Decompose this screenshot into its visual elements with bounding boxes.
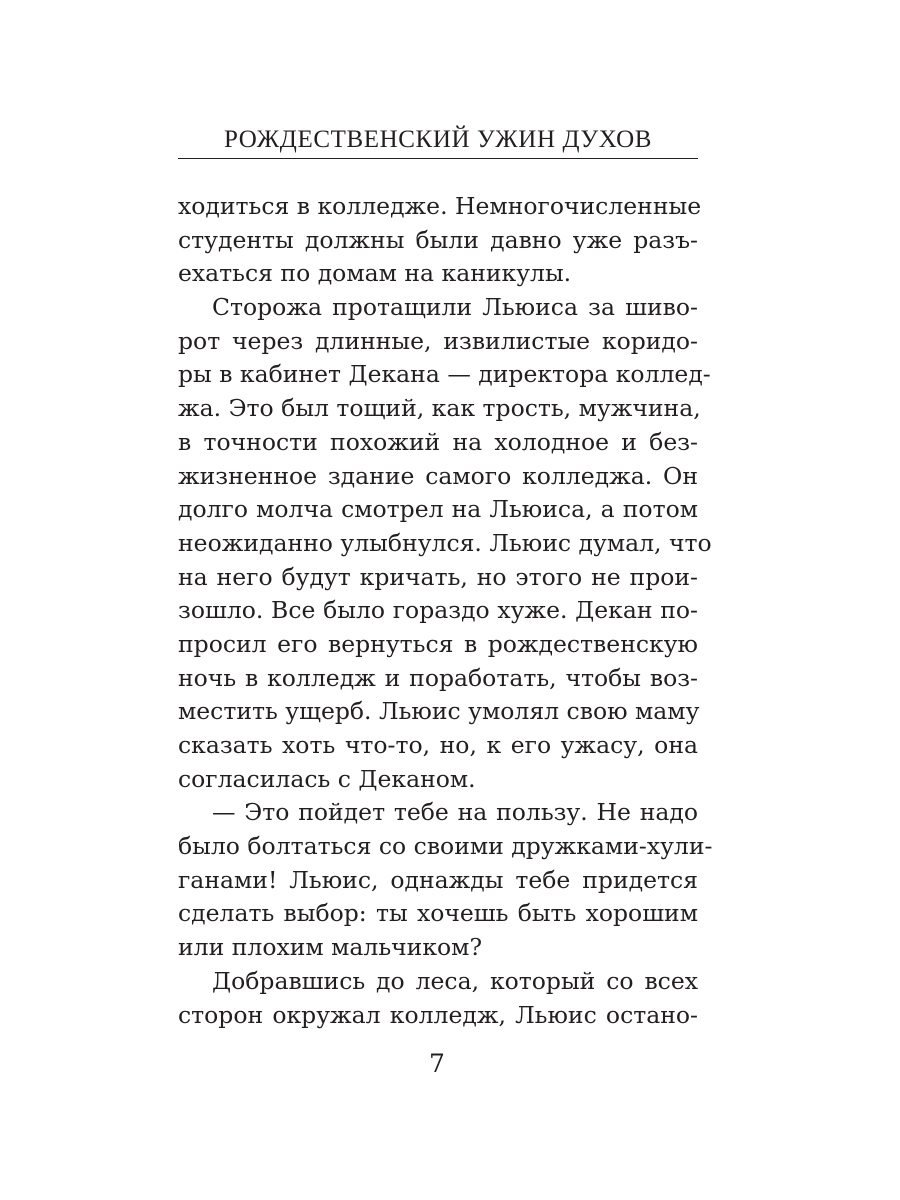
text-line: — Это пойдет тебе на пользу. Не надо (212, 798, 698, 827)
text-line: рот через длинные, извилистые коридо- (178, 326, 698, 355)
running-title: РОЖДЕСТВЕНСКИЙ УЖИН ДУХОВ (223, 126, 653, 153)
text-line: или плохим мальчиком? (178, 933, 483, 962)
text-line: ганами! Льюис, однажды тебе придется (178, 865, 698, 894)
text-line: ехаться по домам на каникулы. (178, 259, 572, 288)
text-line: на него будут кричать, но этого не прои- (178, 562, 698, 591)
text-line: долго молча смотрел на Льюиса, а потом (178, 495, 698, 524)
text-line: студенты должны были давно уже разъ- (178, 225, 698, 254)
text-line: было болтаться со своими дружками-хули- (178, 832, 713, 861)
running-header (178, 118, 698, 159)
text-line: сказать хоть что-то, но, к его ужасу, она (178, 731, 698, 759)
text-line: жа. Это был тощий, как трость, мужчина, (178, 394, 701, 423)
text-line: ходиться в колледже. Немногочисленные (178, 192, 702, 220)
text-line: зошло. Все было гораздо хуже. Декан по- (178, 596, 698, 625)
text-line: ночь в колледж и поработать, чтобы воз- (178, 663, 698, 692)
text-line: жизненное здание самого колледжа. Он (178, 461, 698, 490)
text-line: сделать выбор: ты хочешь быть хорошим (178, 899, 698, 928)
text-line: в точности похожий на холодное и без- (178, 427, 698, 456)
text-line: местить ущерб. Льюис умолял свою маму (178, 697, 700, 726)
text-line: Сторожа протащили Льюиса за шиво- (212, 293, 698, 322)
text-line: согласилась с Деканом. (178, 764, 476, 793)
page-number: 7 (429, 1049, 445, 1078)
text-line: ры в кабинет Декана — директора коллед- (178, 360, 711, 389)
text-line: просил его вернуться в рождественскую (178, 629, 698, 658)
text-line: неожиданно улыбнулся. Льюис думал, что (178, 528, 712, 557)
text-line: сторон окружал колледж, Льюис остано- (178, 1000, 698, 1029)
body-text (178, 190, 713, 1032)
text-line: Добравшись до леса, который со всех (212, 966, 698, 995)
